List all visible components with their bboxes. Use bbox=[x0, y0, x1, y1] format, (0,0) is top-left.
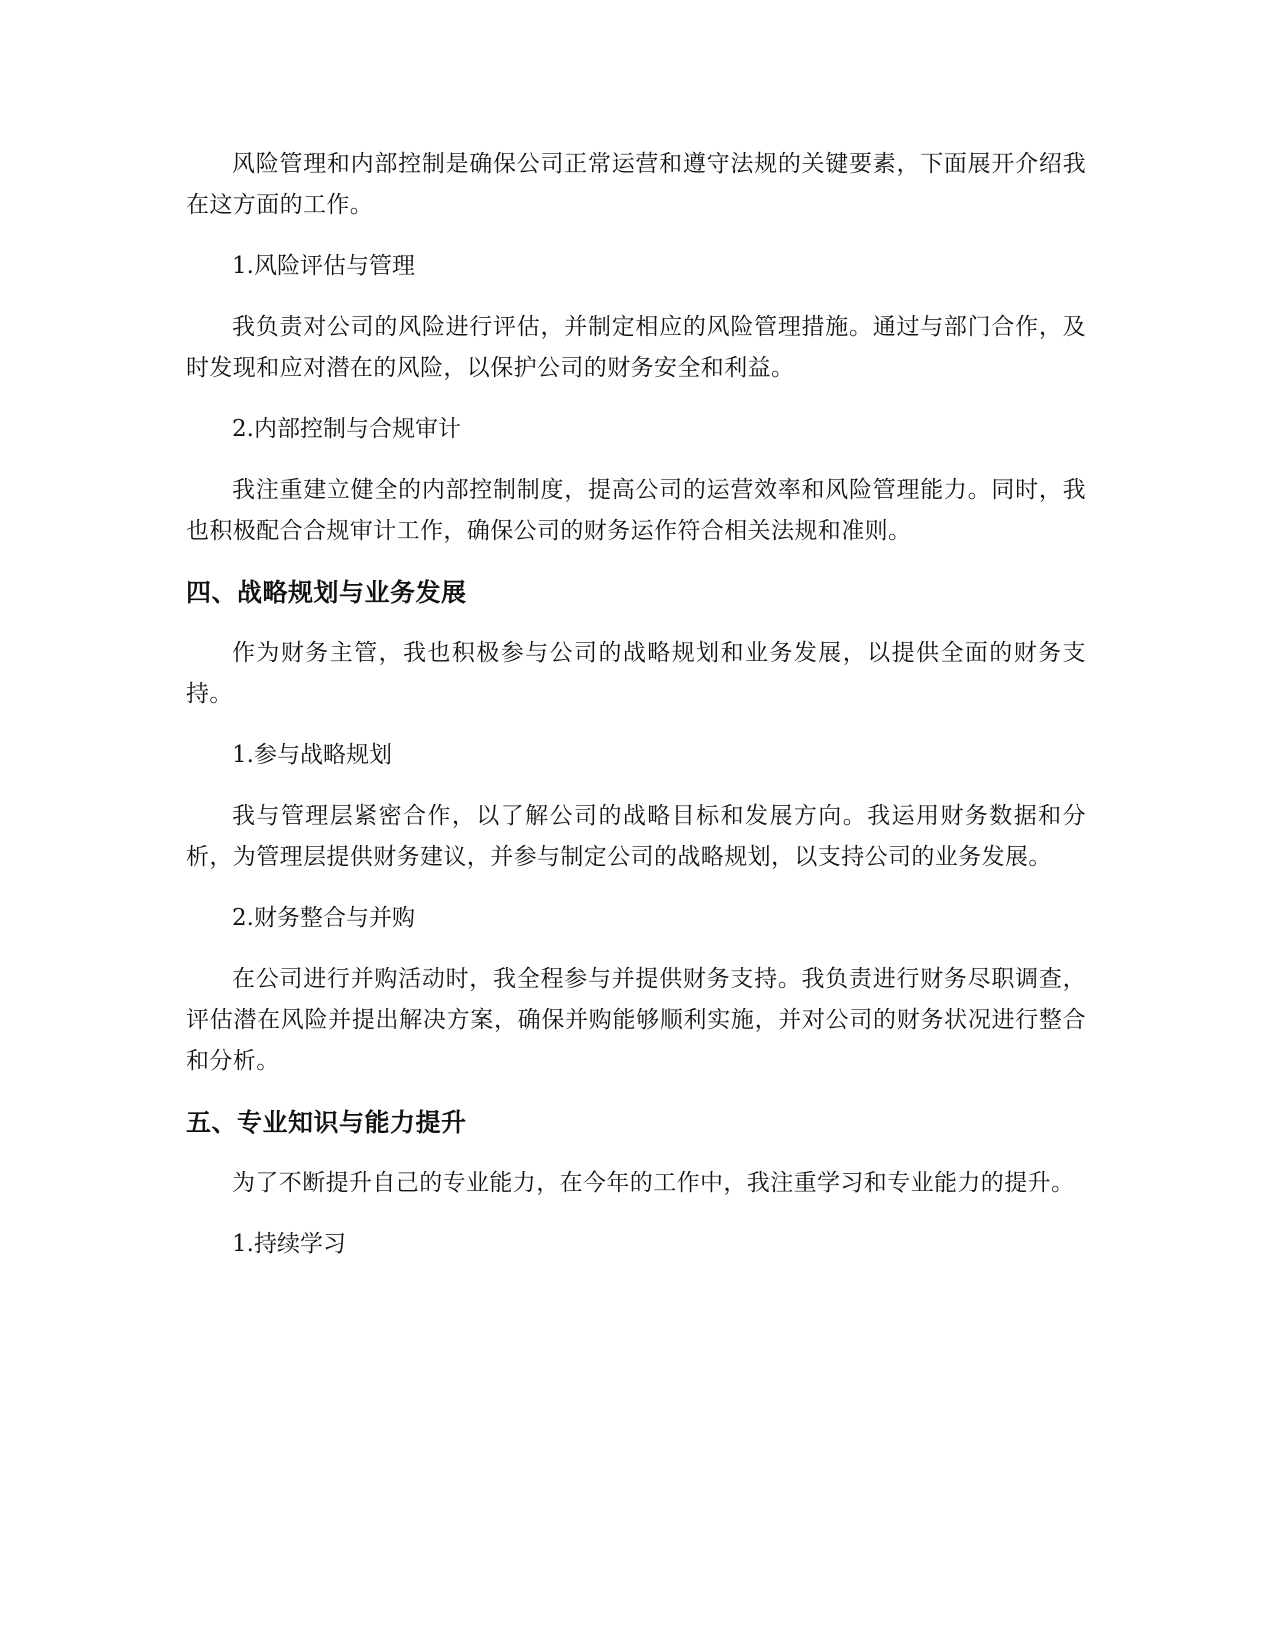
paragraph-professional-intro: 为了不断提升自己的专业能力，在今年的工作中，我注重学习和专业能力的提升。 bbox=[232, 1170, 1075, 1196]
document-body bbox=[186, 144, 1086, 1285]
subheading-strategic-planning: 1.参与战略规划 bbox=[232, 742, 392, 768]
subheading-continuous-learning: 1.持续学习 bbox=[232, 1231, 346, 1257]
paragraph-risk-intro: 风险管理和内部控制是确保公司正常运营和遵守法规的关键要素，下面展开介绍我在这方面的工作。 bbox=[186, 151, 1086, 218]
paragraph-mergers: 在公司进行并购活动时，我全程参与并提供财务支持。我负责进行财务尽职调查，评估潜在风险并提出解决方案，确保并购能够顺利实施，并对公司的财务状况进行整合和分析。 bbox=[186, 966, 1086, 1074]
paragraph-strategic-planning: 我与管理层紧密合作，以了解公司的战略目标和发展方向。我运用财务数据和分析，为管理层提供财务建议，并参与制定公司的战略规划，以支持公司的业务发展。 bbox=[186, 803, 1086, 870]
subheading-risk-assessment: 1.风险评估与管理 bbox=[232, 253, 415, 279]
paragraph-internal-control: 我注重建立健全的内部控制制度，提高公司的运营效率和风险管理能力。同时，我也积极配合合规审计工作，确保公司的财务运作符合相关法规和准则。 bbox=[186, 477, 1086, 544]
section-title-strategy: 四、战略规划与业务发展 bbox=[186, 578, 467, 607]
subheading-internal-control: 2.内部控制与合规审计 bbox=[232, 416, 461, 442]
paragraph-strategy-intro: 作为财务主管，我也积极参与公司的战略规划和业务发展，以提供全面的财务支持。 bbox=[186, 640, 1086, 707]
section-title-professional: 五、专业知识与能力提升 bbox=[186, 1108, 467, 1137]
paragraph-risk-assessment: 我负责对公司的风险进行评估，并制定相应的风险管理措施。通过与部门合作，及时发现和应对潜在的风险，以保护公司的财务安全和利益。 bbox=[186, 314, 1086, 381]
subheading-mergers: 2.财务整合与并购 bbox=[232, 905, 415, 931]
